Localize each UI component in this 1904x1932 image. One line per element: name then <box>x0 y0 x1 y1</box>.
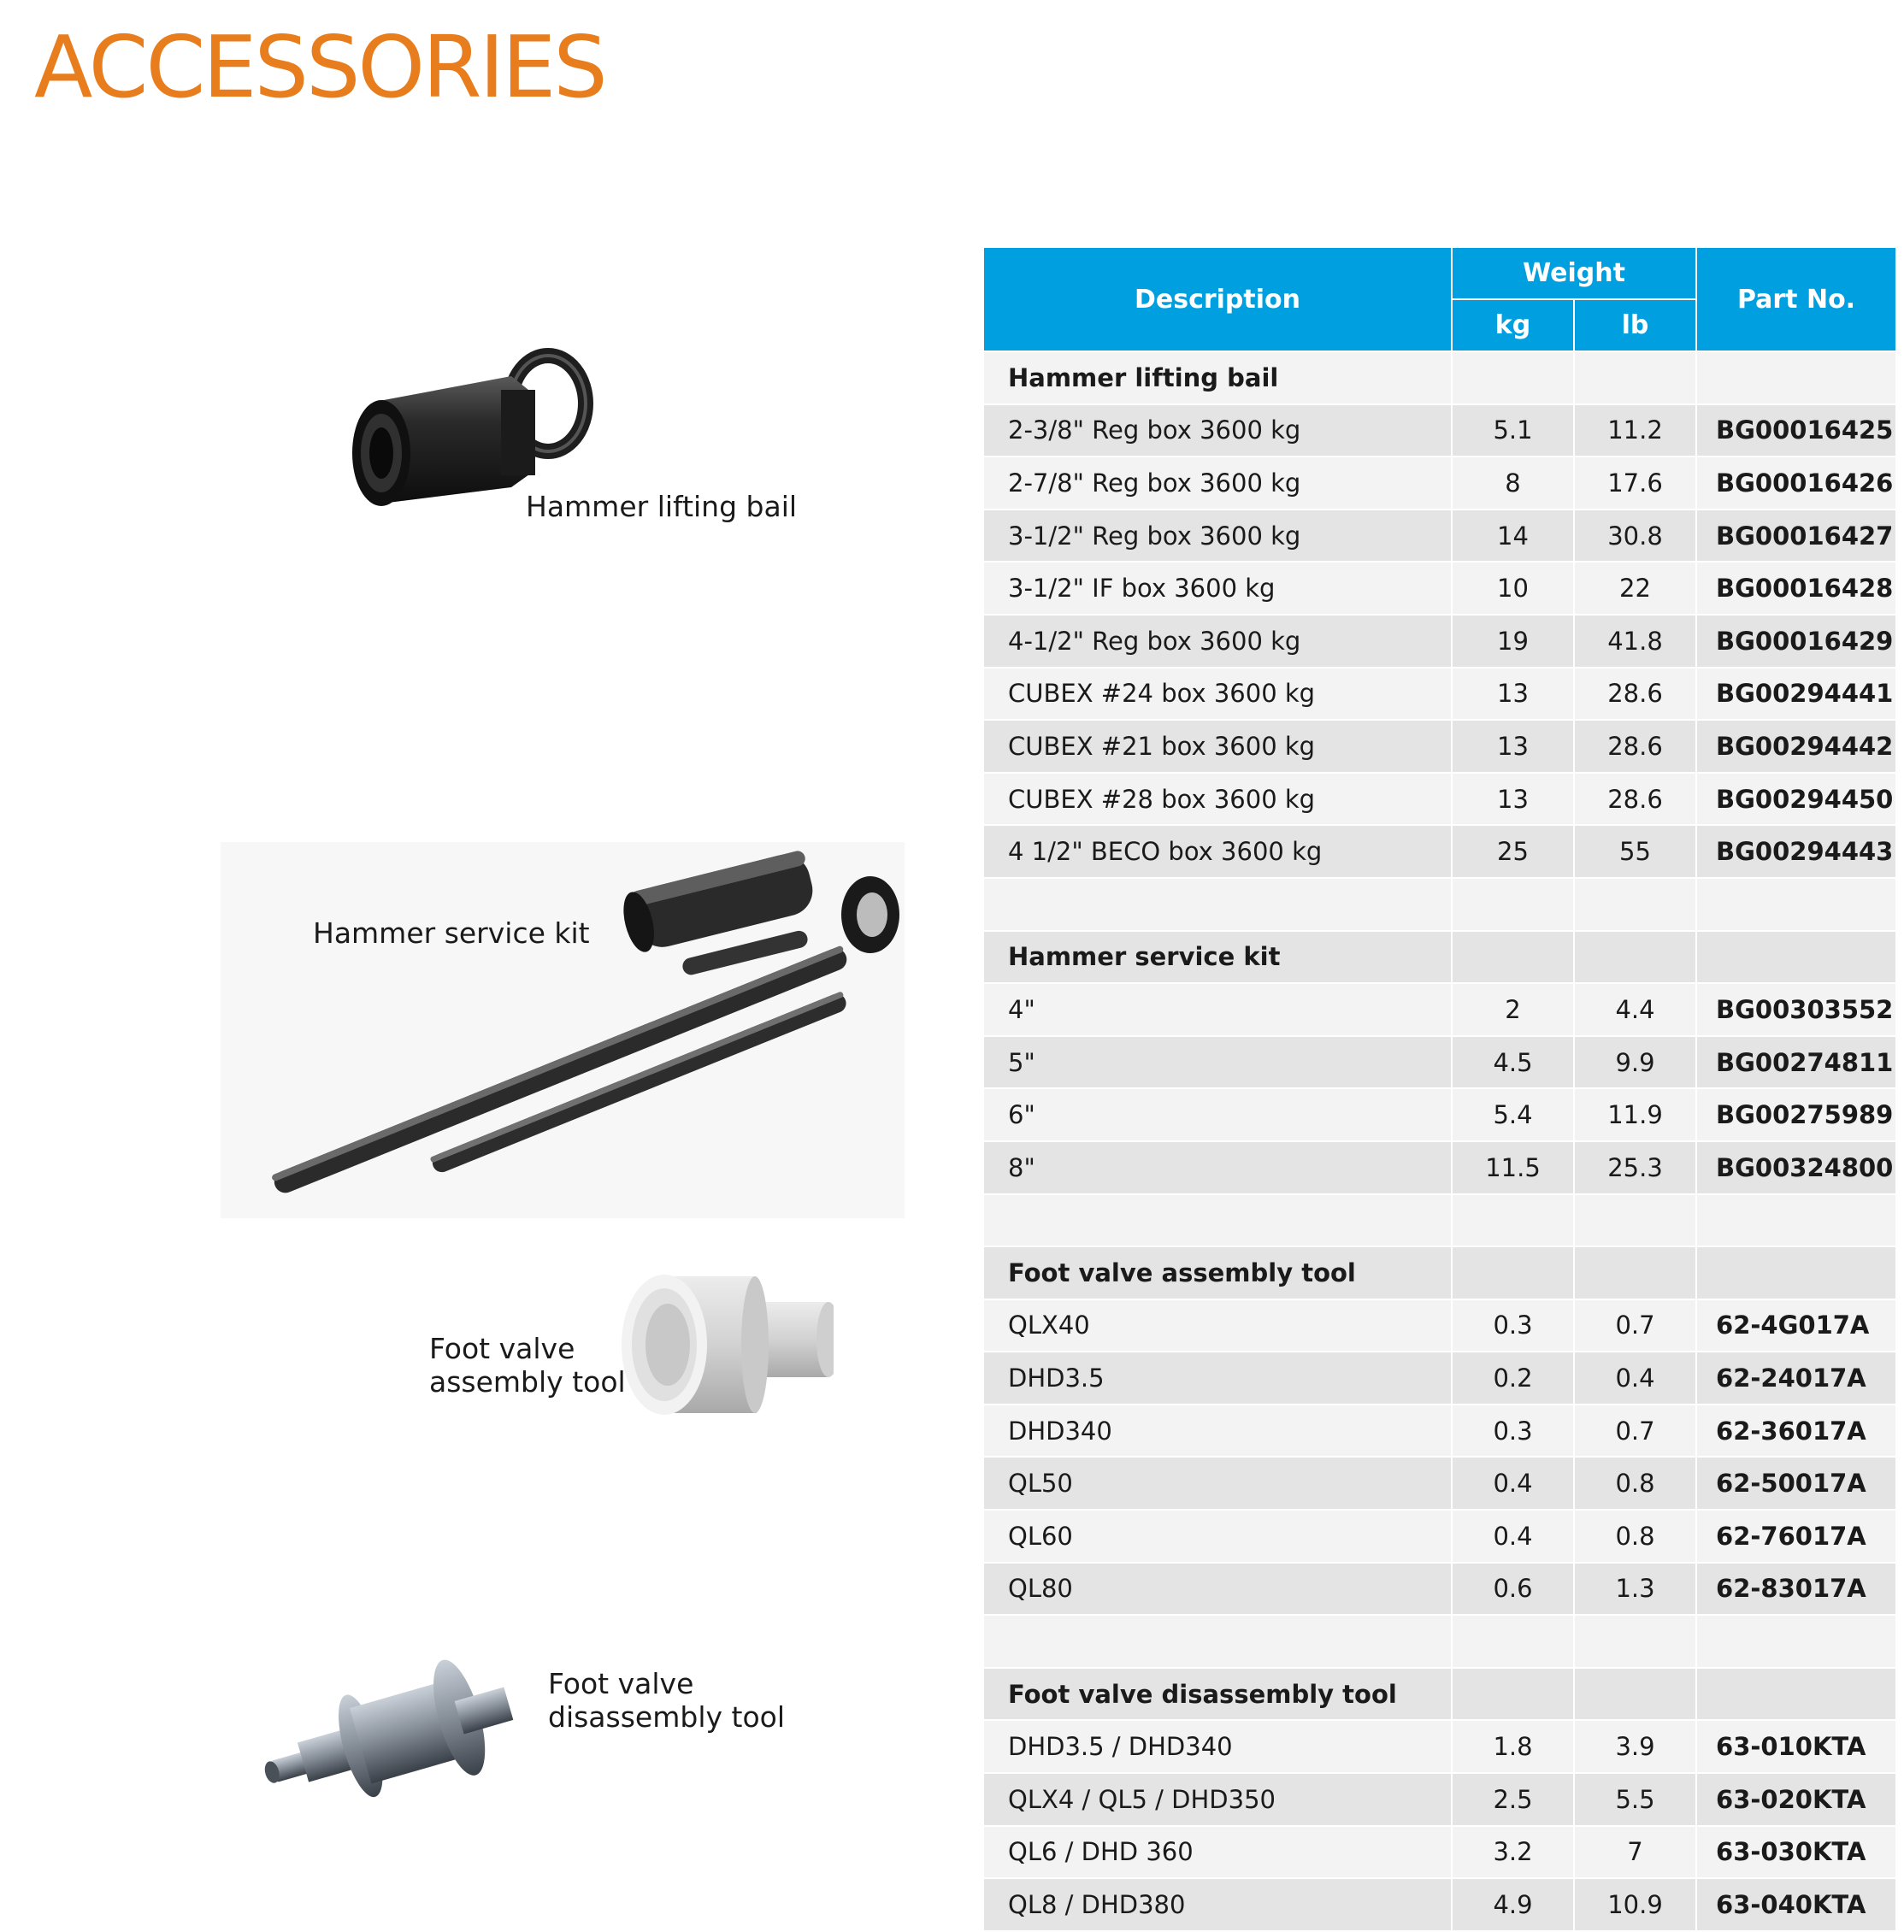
weight-kg-cell: 8 <box>1452 456 1574 510</box>
spacer-row <box>983 1615 1896 1668</box>
empty-cell <box>983 878 1452 931</box>
weight-kg-cell: 5.4 <box>1452 1088 1574 1141</box>
table-row <box>983 456 1896 510</box>
part-number-cell: 62-83017A <box>1696 1563 1896 1616</box>
foot-valve-assembly-tool-image <box>611 1244 834 1432</box>
empty-cell <box>1452 351 1574 404</box>
weight-header: Weight <box>1452 247 1696 299</box>
description-cell: 6" <box>983 1088 1452 1141</box>
table-body <box>983 351 1896 1931</box>
table-row <box>983 668 1896 721</box>
part-number-cell: 62-50017A <box>1696 1457 1896 1510</box>
weight-lb-cell: 30.8 <box>1574 510 1696 563</box>
part-number-cell: BG00016429 <box>1696 615 1896 668</box>
weight-kg-cell: 0.4 <box>1452 1457 1574 1510</box>
part-number-cell: 63-040KTA <box>1696 1878 1896 1931</box>
description-cell: QL50 <box>983 1457 1452 1510</box>
weight-kg-cell: 14 <box>1452 510 1574 563</box>
table-row <box>983 1405 1896 1458</box>
empty-cell <box>1452 931 1574 984</box>
description-cell: QLX40 <box>983 1299 1452 1352</box>
table-row <box>983 720 1896 773</box>
kg-header: kg <box>1452 299 1574 351</box>
description-header: Description <box>983 247 1452 351</box>
empty-cell <box>1696 1668 1896 1721</box>
weight-kg-cell: 4.5 <box>1452 1036 1574 1089</box>
description-cell: 3-1/2" Reg box 3600 kg <box>983 510 1452 563</box>
part-number-cell: 63-020KTA <box>1696 1773 1896 1826</box>
part-no-header: Part No. <box>1696 247 1896 351</box>
weight-kg-cell: 1.8 <box>1452 1720 1574 1773</box>
section-header-row <box>983 931 1896 984</box>
description-cell: QL60 <box>983 1510 1452 1563</box>
table-row <box>983 1299 1896 1352</box>
weight-lb-cell: 5.5 <box>1574 1773 1696 1826</box>
weight-kg-cell: 2 <box>1452 983 1574 1036</box>
section-title: Foot valve disassembly tool <box>983 1668 1452 1721</box>
weight-lb-cell: 11.9 <box>1574 1088 1696 1141</box>
part-number-cell: BG00016425 <box>1696 404 1896 457</box>
weight-lb-cell: 28.6 <box>1574 773 1696 826</box>
part-number-cell: BG00294441 <box>1696 668 1896 721</box>
description-cell: 4" <box>983 983 1452 1036</box>
weight-lb-cell: 0.4 <box>1574 1352 1696 1405</box>
weight-kg-cell: 0.2 <box>1452 1352 1574 1405</box>
weight-lb-cell: 41.8 <box>1574 615 1696 668</box>
table-row <box>983 510 1896 563</box>
table-row <box>983 1141 1896 1194</box>
part-number-cell: BG00303552 <box>1696 983 1896 1036</box>
table-row <box>983 1352 1896 1405</box>
weight-lb-cell: 1.3 <box>1574 1563 1696 1616</box>
hammer-service-kit-caption: Hammer service kit <box>313 916 590 950</box>
empty-cell <box>1574 878 1696 931</box>
empty-cell <box>983 1194 1452 1247</box>
empty-cell <box>1696 931 1896 984</box>
part-number-cell: 62-76017A <box>1696 1510 1896 1563</box>
weight-kg-cell: 13 <box>1452 773 1574 826</box>
table-row <box>983 825 1896 878</box>
empty-cell <box>1696 351 1896 404</box>
description-cell: QL80 <box>983 1563 1452 1616</box>
table-row <box>983 404 1896 457</box>
foot-valve-disassembly-tool-caption: Foot valve disassembly tool <box>548 1667 785 1734</box>
description-cell: 2-3/8" Reg box 3600 kg <box>983 404 1452 457</box>
weight-kg-cell: 19 <box>1452 615 1574 668</box>
hammer-service-kit-image <box>221 842 905 1218</box>
empty-cell <box>1452 1615 1574 1668</box>
weight-kg-cell: 10 <box>1452 562 1574 615</box>
weight-kg-cell: 0.4 <box>1452 1510 1574 1563</box>
section-header-row <box>983 1668 1896 1721</box>
table-row <box>983 1088 1896 1141</box>
part-number-cell: BG00294450 <box>1696 773 1896 826</box>
empty-cell <box>1574 351 1696 404</box>
description-cell: CUBEX #21 box 3600 kg <box>983 720 1452 773</box>
weight-lb-cell: 28.6 <box>1574 720 1696 773</box>
weight-kg-cell: 0.6 <box>1452 1563 1574 1616</box>
table-row <box>983 773 1896 826</box>
weight-lb-cell: 22 <box>1574 562 1696 615</box>
part-number-cell: BG00294443 <box>1696 825 1896 878</box>
section-header-row <box>983 351 1896 404</box>
empty-cell <box>1696 878 1896 931</box>
weight-kg-cell: 5.1 <box>1452 404 1574 457</box>
weight-lb-cell: 0.7 <box>1574 1299 1696 1352</box>
empty-cell <box>1452 878 1574 931</box>
foot-valve-disassembly-tool-image <box>244 1631 534 1811</box>
weight-lb-cell: 17.6 <box>1574 456 1696 510</box>
part-number-cell: BG00324800 <box>1696 1141 1896 1194</box>
table-row <box>983 1563 1896 1616</box>
section-title: Foot valve assembly tool <box>983 1246 1452 1299</box>
weight-lb-cell: 28.6 <box>1574 668 1696 721</box>
table-row <box>983 615 1896 668</box>
spacer-row <box>983 878 1896 931</box>
description-cell: CUBEX #24 box 3600 kg <box>983 668 1452 721</box>
empty-cell <box>1696 1246 1896 1299</box>
empty-cell <box>1452 1194 1574 1247</box>
table-row <box>983 1720 1896 1773</box>
weight-kg-cell: 0.3 <box>1452 1405 1574 1458</box>
table-row <box>983 1036 1896 1089</box>
empty-cell <box>1696 1615 1896 1668</box>
description-cell: QL8 / DHD380 <box>983 1878 1452 1931</box>
part-number-cell: BG00016426 <box>1696 456 1896 510</box>
weight-lb-cell: 25.3 <box>1574 1141 1696 1194</box>
weight-lb-cell: 3.9 <box>1574 1720 1696 1773</box>
table-row <box>983 1510 1896 1563</box>
section-header-row <box>983 1246 1896 1299</box>
weight-kg-cell: 0.3 <box>1452 1299 1574 1352</box>
weight-kg-cell: 11.5 <box>1452 1141 1574 1194</box>
page-title: ACCESSORIES <box>34 17 605 117</box>
weight-lb-cell: 0.7 <box>1574 1405 1696 1458</box>
table-row <box>983 1773 1896 1826</box>
empty-cell <box>1452 1668 1574 1721</box>
weight-kg-cell: 25 <box>1452 825 1574 878</box>
description-cell: QLX4 / QL5 / DHD350 <box>983 1773 1452 1826</box>
part-number-cell: BG00275989 <box>1696 1088 1896 1141</box>
part-number-cell: BG00274811 <box>1696 1036 1896 1089</box>
empty-cell <box>1574 1615 1696 1668</box>
weight-kg-cell: 13 <box>1452 668 1574 721</box>
empty-cell <box>1696 1194 1896 1247</box>
description-cell: 4 1/2" BECO box 3600 kg <box>983 825 1452 878</box>
part-number-cell: 62-4G017A <box>1696 1299 1896 1352</box>
description-cell: DHD340 <box>983 1405 1452 1458</box>
lb-header: lb <box>1574 299 1696 351</box>
description-cell: 5" <box>983 1036 1452 1089</box>
weight-lb-cell: 55 <box>1574 825 1696 878</box>
table-row <box>983 1878 1896 1931</box>
empty-cell <box>983 1615 1452 1668</box>
part-number-cell: BG00016427 <box>1696 510 1896 563</box>
weight-kg-cell: 4.9 <box>1452 1878 1574 1931</box>
description-cell: 8" <box>983 1141 1452 1194</box>
part-number-cell: 63-010KTA <box>1696 1720 1896 1773</box>
table-row <box>983 562 1896 615</box>
hammer-lifting-bail-caption: Hammer lifting bail <box>526 490 798 523</box>
empty-cell <box>1452 1246 1574 1299</box>
table-row <box>983 983 1896 1036</box>
section-title: Hammer lifting bail <box>983 351 1452 404</box>
table-row <box>983 1457 1896 1510</box>
description-cell: 2-7/8" Reg box 3600 kg <box>983 456 1452 510</box>
weight-lb-cell: 0.8 <box>1574 1457 1696 1510</box>
weight-kg-cell: 2.5 <box>1452 1773 1574 1826</box>
description-cell: CUBEX #28 box 3600 kg <box>983 773 1452 826</box>
description-cell: 3-1/2" IF box 3600 kg <box>983 562 1452 615</box>
part-number-cell: BG00294442 <box>1696 720 1896 773</box>
empty-cell <box>1574 1668 1696 1721</box>
table-header-row <box>983 247 1896 299</box>
part-number-cell: BG00016428 <box>1696 562 1896 615</box>
weight-lb-cell: 0.8 <box>1574 1510 1696 1563</box>
weight-lb-cell: 9.9 <box>1574 1036 1696 1089</box>
weight-lb-cell: 4.4 <box>1574 983 1696 1036</box>
weight-lb-cell: 11.2 <box>1574 404 1696 457</box>
accessories-table <box>982 246 1897 1932</box>
description-cell: DHD3.5 <box>983 1352 1452 1405</box>
foot-valve-assembly-tool-caption: Foot valve assembly tool <box>429 1332 626 1399</box>
weight-kg-cell: 3.2 <box>1452 1826 1574 1879</box>
section-title: Hammer service kit <box>983 931 1452 984</box>
empty-cell <box>1574 1246 1696 1299</box>
part-number-cell: 62-24017A <box>1696 1352 1896 1405</box>
table-row <box>983 1826 1896 1879</box>
description-cell: QL6 / DHD 360 <box>983 1826 1452 1879</box>
part-number-cell: 62-36017A <box>1696 1405 1896 1458</box>
empty-cell <box>1574 1194 1696 1247</box>
weight-lb-cell: 10.9 <box>1574 1878 1696 1931</box>
spacer-row <box>983 1194 1896 1247</box>
empty-cell <box>1574 931 1696 984</box>
description-cell: 4-1/2" Reg box 3600 kg <box>983 615 1452 668</box>
weight-kg-cell: 13 <box>1452 720 1574 773</box>
part-number-cell: 63-030KTA <box>1696 1826 1896 1879</box>
description-cell: DHD3.5 / DHD340 <box>983 1720 1452 1773</box>
weight-lb-cell: 7 <box>1574 1826 1696 1879</box>
